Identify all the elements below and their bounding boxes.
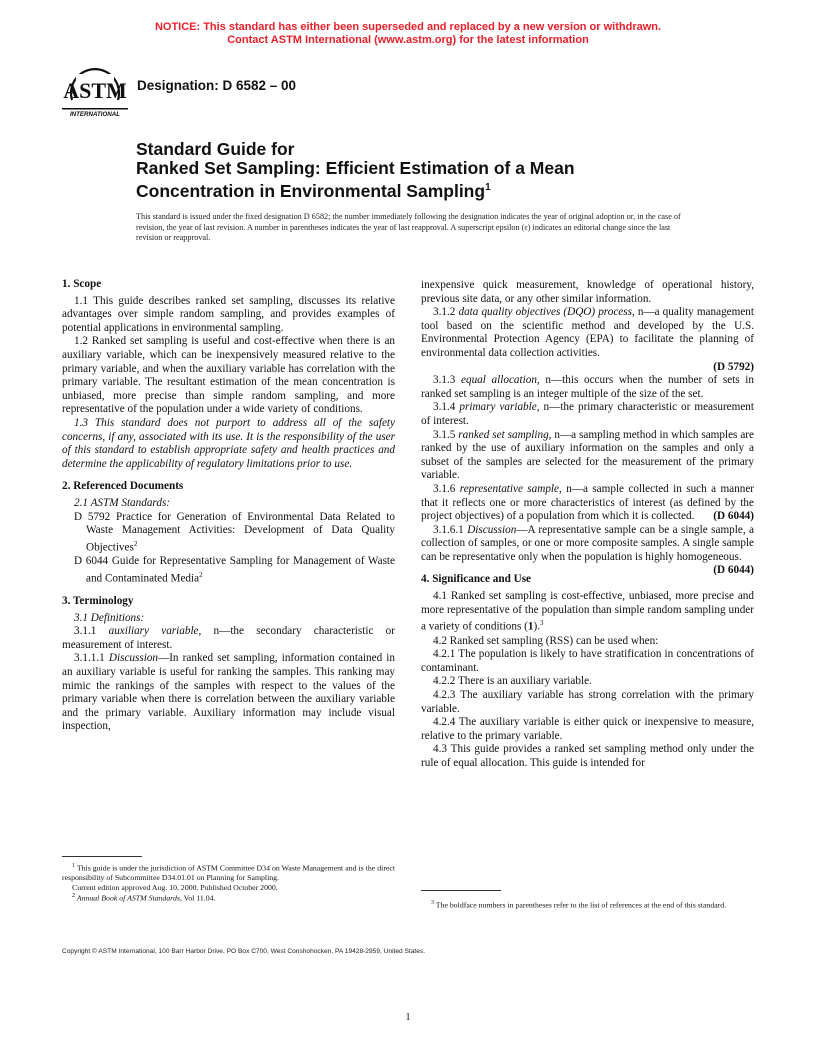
copyright-line: Copyright © ASTM International, 100 Barr Harbor Drive, PO Box C700, West Conshohocken, PA 19428-2959, United States. [62,948,426,955]
title-line-3 [136,178,575,201]
para-3-1-1-rest: , n—the secondary characteristic or measurement of interest. [62,625,395,651]
para-3-1-6-rest: , n—a sample collected in such a manner that it reflects one or more characteristics of interest (as defined by the project objectives) of a population from which it is collected. [421,482,755,523]
reference-d6044-text: D 6044 Guide for Representative Sampling for Management of Waste and Contaminated Media [74,555,395,585]
para-3-1-1-1-term: Discussion [108,652,159,665]
para-4-1-end: ). [533,620,540,633]
para-3-1-2 [421,306,754,360]
notice-line-2: Contact ASTM International (www.astm.org) for the latest information [227,34,589,46]
left-column [62,278,395,734]
para-3-1-1-num: 3.1.1 [74,625,109,638]
footnote-rule-left [62,856,142,857]
para-3-1: 3.1 Definitions: [74,611,145,624]
para-4-2-3: 4.2.3 The auxiliary variable has strong correlation with the primary variable. [421,688,754,715]
title-line-2: Ranked Set Sampling: Efficient Estimation of a Mean [136,158,575,178]
para-3-1-3 [421,374,754,401]
footnote-1-text: This guide is under the jurisdiction of ASTM Committee D34 on Waste Management and is the direct responsibility of Subcommittee D34.01.01 on Planning for Sampling. [62,863,395,883]
page-number: 1 [405,1012,411,1023]
section-4-heading: 4. Significance and Use [421,573,532,586]
para-3-1-6-1-term: Discussion [467,523,517,536]
para-3-1-4 [421,401,754,428]
issue-note: This standard is issued under the fixed designation D 6582; the number immediately following the designation indicates the year of original adoption or, in the case of revision, the year of last revision. A number in parentheses indicates the year of last reapproval. A superscript epsilon (ε) indicates an editorial change since the last revision or reapproval. [136,212,681,242]
para-3-1-6-1-num: 3.1.6.1 [433,523,468,536]
designation: Designation: D 6582 – 00 [137,78,297,93]
para-3-1-6-term: representative sample [459,482,560,495]
para-3-1-1 [62,625,395,652]
para-3-1-6-ref: (D 6044) [713,510,754,523]
para-3-1-6-1-ref: (D 6044) [713,564,754,577]
para-3-1-5-term: ranked set sampling [458,428,549,441]
right-column [421,279,754,771]
reference-d5792 [62,511,395,556]
footnote-3-mark: 3 [431,900,434,906]
notice-line-1: NOTICE: This standard has either been superseded and replaced by a new version or withdrawn. [154,21,662,33]
section-3-heading: 3. Terminology [62,594,134,607]
footnote-rule-right [421,890,501,891]
para-3-1-1-1 [62,652,395,734]
footnote-1 [62,862,395,883]
para-4-1 [421,590,754,635]
para-1-1: 1.1 This guide describes ranked set sampling, discusses its relative advantages over simple random sampling, and provides examples of potential applications in environmental sampling. [62,294,395,334]
para-3-1-6 [421,483,754,524]
para-3-1-6-1 [421,523,755,577]
section-1-heading: 1. Scope [62,278,102,290]
para-3-1-1-1-rest: —In ranked set sampling, information contained in an auxiliary variable is useful for ranking the samples. This ranking may mimic the rankings of the samples with respect to the values of the primary variable when there is correlation between the auxiliary variable and the primary variable. Auxiliary information may include visual inspection, [62,652,396,733]
para-4-2: 4.2 Ranked set sampling (RSS) can be used when: [433,634,659,647]
para-3-1-2-term: data quality objectives (DQO) process [458,306,632,319]
para-3-1-3-num: 3.1.3 [433,374,462,387]
para-4-2-2: 4.2.2 There is an auxiliary variable. [433,675,592,688]
para-1-2: 1.2 Ranked set sampling is useful and cost-effective when there is an auxiliary variable, which can be inexpensively measured relative to the primary variable, and when the auxiliary variable has correlation with the primary variable. The resultant estimation of the mean concentration is unbiased, more precise than simple random sampling, and more representative of the population under a wide variety of conditions. [62,335,395,416]
title-line-3-text: Concentration in Environmental Sampling [136,180,486,201]
footnotes-left [62,862,395,903]
para-3-1-6-1-rest: —A representative sample can be a single sample, a collection of samples, or one or more composite samples. A single sample can be representative only when the population is highly homogeneous. [421,523,755,563]
para-3-1-1-1-num: 3.1.1.1 [74,652,109,665]
para-3-1-3-rest: , n—this occurs when the number of sets in ranked set sampling is an integer multiple of the size of the set. [421,374,754,400]
para-3-1-5 [421,429,754,483]
reference-d6044-fn: 2 [199,570,203,579]
footnotes-right [421,899,754,910]
para-3-1-2-ref: (D 5792) [713,360,754,373]
withdrawal-notice [0,21,816,47]
para-4-2-4: 4.2.4 The auxiliary variable is either quick or inexpensive to measure, relative to the primary variable. [421,716,754,742]
footnote-1b: Current edition approved Aug. 10, 2000. Published October 2000. [72,882,278,892]
para-4-3: 4.3 This guide provides a ranked set sampling method only under the rule of equal allocation. This guide is intended for [421,743,754,769]
para-4-1-text: 4.1 Ranked set sampling is cost-effective, unbiased, more precise and more representative of the population than simple random sampling under a variety of conditions ( [421,590,754,633]
para-3-1-1-term: auxiliary variable [108,625,199,638]
para-2-1: 2.1 ASTM Standards: [74,496,171,509]
footnote-2-text: Annual Book of ASTM Standards [75,893,180,903]
para-4-2-1: 4.2.1 The population is likely to have stratification in concentrations of contaminant. [421,648,754,674]
document-title [136,140,575,201]
logo-text: ASTM [63,78,127,103]
footnote-2-mark: 2 [72,893,75,900]
para-3-1-5-rest: , n—a sampling method in which samples are ranked by the use of auxiliary information on the samples and only a subset of the samples are selected for the measurement of the primary variable. [421,428,754,482]
para-3-1-2-rest: , n—a quality management tool based on the scientific method and developed by the U.S. Environmental Protection Agency (EPA) to facilitate the planning of environmental data collection activities. [421,306,754,359]
para-3-1-5-num: 3.1.5 [433,428,459,441]
reference-d5792-text: D 5792 Practice for Generation of Environmental Data Related to Waste Management Activities: Development of Data Quality Objectives [74,510,395,554]
title-footnote-mark: 1 [485,182,491,193]
para-3-1-3-term: equal allocation [461,374,537,387]
para-continued: inexpensive quick measurement, knowledge of operational history, previous site data, or any other similar information. [421,279,754,305]
reference-d6044 [62,555,395,586]
para-1-3: 1.3 This standard does not purport to address all of the safety concerns, if any, associated with its use. It is the responsibility of the user of this standard to establish appropriate safety and health practices and determine the applicability of regulatory limitations prior to use. [62,416,395,470]
astm-logo-icon [62,60,128,118]
footnote-2-rest: , Vol 11.04. [179,893,216,903]
title-line-1: Standard Guide for [136,139,295,159]
para-4-1-refnum: 1 [527,620,534,633]
reference-d5792-fn: 2 [133,539,138,548]
para-3-1-4-term: primary variable [459,401,537,414]
footnote-1-mark: 1 [72,863,75,869]
footnote-3 [421,899,754,910]
footnote-3-text: The boldface numbers in parentheses refer to the list of references at the end of this standard. [434,900,727,910]
para-4-1-fn: 3 [540,619,544,628]
logo-caption: INTERNATIONAL [69,111,121,118]
para-3-1-6-num: 3.1.6 [433,482,460,495]
footnote-2 [62,892,395,903]
para-3-1-4-rest: , n—the primary characteristic or measurement of interest. [421,401,755,427]
section-2-heading: 2. Referenced Documents [62,480,184,493]
para-3-1-4-num: 3.1.4 [433,401,460,414]
para-3-1-2-num: 3.1.2 [433,306,459,319]
